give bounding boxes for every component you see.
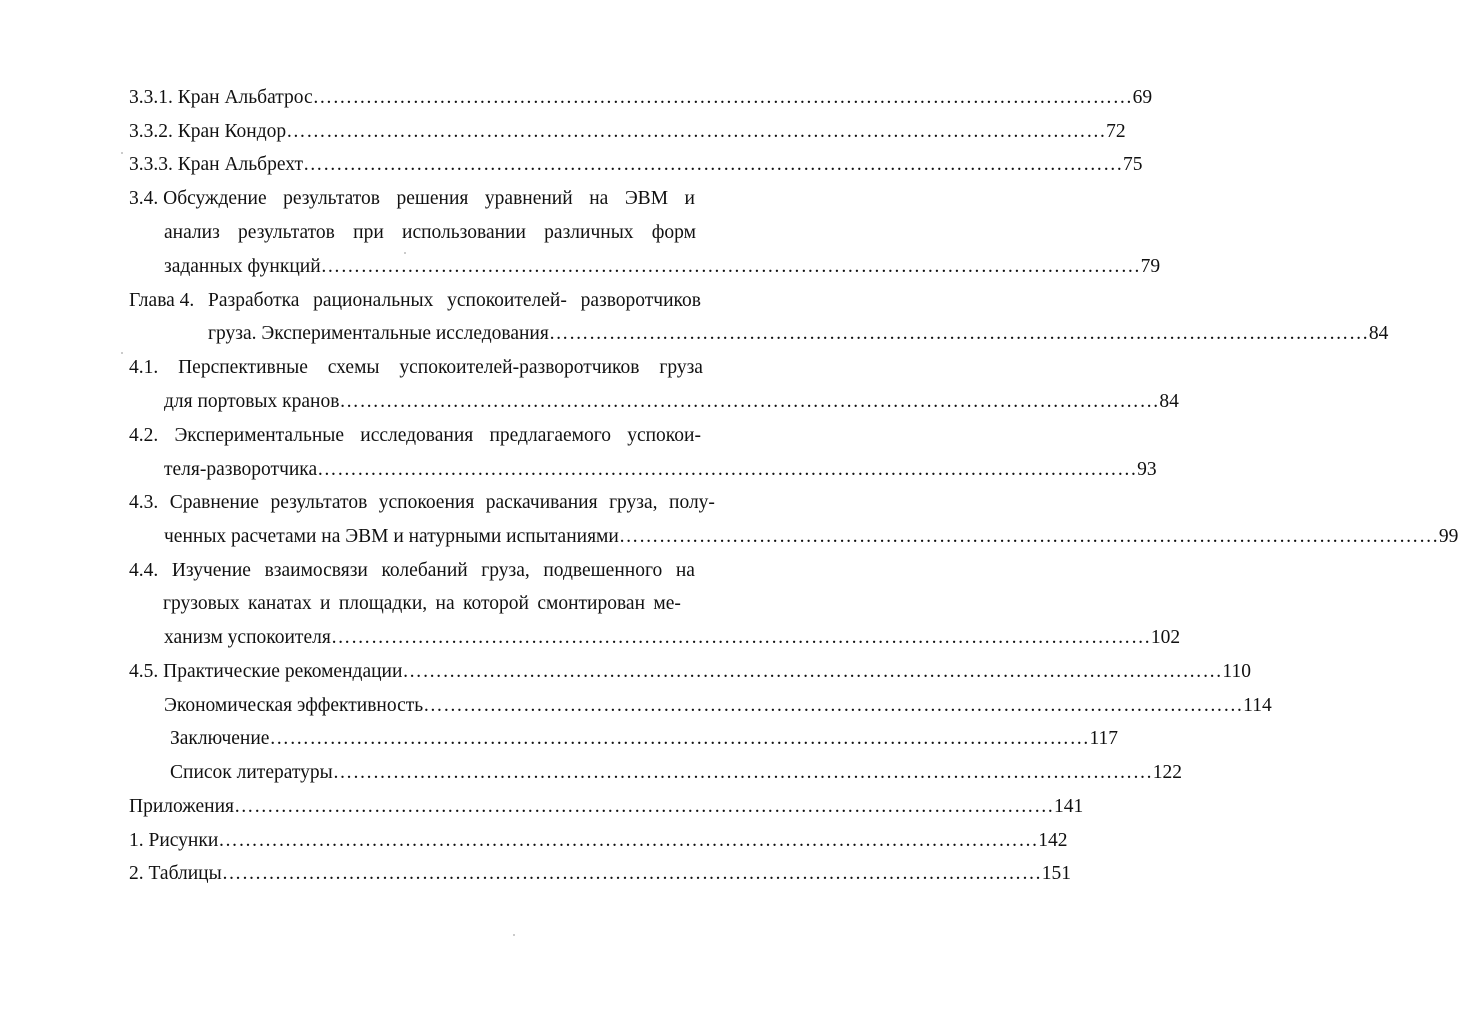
word: колебаний	[381, 560, 468, 581]
word: решения	[396, 188, 469, 209]
toc-entry-title: 2. Таблицы	[129, 863, 222, 884]
dot-leader: ……………………………………………………………………………………………………………	[402, 661, 1223, 682]
toc-entry-page: 122	[1152, 762, 1182, 783]
toc-entry-title: груза. Экспериментальные исследования	[208, 323, 549, 344]
dot-leader: ……………………………………………………………………………………………………………	[320, 256, 1141, 277]
word: успокоителей-	[447, 290, 567, 311]
toc-entry-title: Список литературы	[170, 762, 333, 783]
toc-entry-line	[163, 591, 681, 617]
toc-entry	[129, 85, 1153, 111]
toc-entry	[129, 828, 1068, 854]
word: результатов	[270, 492, 368, 513]
toc-entry	[164, 389, 1179, 415]
toc-entry-title: ханизм успокоителя	[164, 627, 331, 648]
toc-entry-title: 1. Рисунки	[129, 830, 219, 851]
word: на	[675, 560, 695, 581]
toc-entry-page: 110	[1222, 661, 1251, 682]
dot-leader: ……………………………………………………………………………………………………………	[332, 762, 1153, 783]
word: Сравнение	[169, 492, 259, 513]
toc-entry	[164, 693, 1272, 719]
toc-entry-title: Экономическая эффективность	[164, 695, 424, 716]
toc-entry	[129, 152, 1143, 178]
word: 4.3.	[129, 492, 159, 513]
toc-entry-line	[129, 490, 715, 516]
toc-entry	[129, 659, 1251, 685]
word: подвешенного	[543, 560, 663, 581]
word: полу-	[669, 492, 715, 513]
word: ЭВМ	[624, 188, 669, 209]
dot-leader: ……………………………………………………………………………………………………………	[548, 323, 1369, 344]
toc-entry	[164, 625, 1181, 651]
toc-entry-title: 3.3.2. Кран Кондор	[129, 121, 287, 142]
toc-entry-page: 99	[1438, 526, 1458, 547]
dot-leader: ……………………………………………………………………………………………………………	[312, 87, 1133, 108]
toc-entry-line	[164, 220, 696, 246]
toc-entry-page: 151	[1041, 863, 1071, 884]
word: 4.1.	[129, 357, 159, 378]
word: 4.2.	[129, 425, 159, 446]
toc-entry-title: 4.5. Практические рекомендации	[129, 661, 403, 682]
toc-entry-page: 72	[1106, 121, 1126, 142]
toc-entry-line	[129, 423, 701, 449]
word: Разработка	[208, 290, 300, 311]
word: схемы	[327, 357, 380, 378]
dot-leader: ……………………………………………………………………………………………………………	[233, 796, 1054, 817]
dot-leader: ……………………………………………………………………………………………………………	[339, 391, 1160, 412]
word: канатах	[248, 593, 312, 614]
toc-entry-title: ченных расчетами на ЭВМ и натурными испытаниями	[164, 526, 619, 547]
word: при	[353, 222, 384, 243]
toc-entry-title: Заключение	[170, 728, 270, 749]
word: ме-	[653, 593, 681, 614]
toc-entry-line	[129, 558, 695, 584]
word: успокоения	[378, 492, 475, 513]
word: различных	[544, 222, 634, 243]
toc-entry	[164, 254, 1161, 280]
dot-leader: ……………………………………………………………………………………………………………	[317, 459, 1138, 480]
toc-entry-title: Приложения	[129, 796, 234, 817]
word: Перспективные	[178, 357, 308, 378]
toc-entry	[164, 457, 1157, 483]
dot-leader: ……………………………………………………………………………………………………………	[269, 728, 1090, 749]
word: груза,	[481, 560, 530, 581]
word: форм	[651, 222, 696, 243]
toc-entry-title: для портовых кранов	[164, 391, 340, 412]
toc-entry-page: 69	[1132, 87, 1153, 108]
word: результатов	[238, 222, 335, 243]
toc-entry-line	[129, 288, 701, 314]
word: на	[435, 593, 455, 614]
toc-entry	[129, 119, 1126, 145]
dot-leader: ……………………………………………………………………………………………………………	[221, 863, 1042, 884]
word: успокои-	[627, 425, 701, 446]
word: рациональных	[313, 290, 434, 311]
toc-entry-page: 84	[1159, 391, 1179, 412]
toc-entry	[170, 760, 1182, 786]
toc-entry-page: 114	[1243, 695, 1272, 716]
word: Изучение	[171, 560, 251, 581]
word: взаимосвязи	[264, 560, 368, 581]
word: Экспериментальные	[174, 425, 345, 446]
word: успокоителей-разворотчиков	[399, 357, 640, 378]
word: Глава 4.	[129, 290, 195, 311]
scan-speck	[513, 934, 515, 936]
toc-entry-page: 142	[1038, 830, 1068, 851]
toc-entry-page: 75	[1123, 154, 1143, 175]
word: уравнений	[484, 188, 573, 209]
word: предлагаемого	[489, 425, 612, 446]
scan-speck	[121, 352, 123, 354]
toc-entry	[164, 524, 1458, 550]
dot-leader: ……………………………………………………………………………………………………………	[330, 627, 1151, 648]
word: результатов	[283, 188, 380, 209]
word: исследования	[360, 425, 474, 446]
dot-leader: ……………………………………………………………………………………………………………	[286, 121, 1107, 142]
toc-entry-page: 117	[1089, 728, 1118, 749]
word: грузовых	[163, 593, 240, 614]
word: разворотчиков	[580, 290, 701, 311]
word: и	[684, 188, 695, 209]
word: использовании	[402, 222, 526, 243]
word: анализ	[164, 222, 220, 243]
toc-entry	[129, 794, 1084, 820]
toc-entry-page: 141	[1053, 796, 1084, 817]
word: площадки,	[338, 593, 428, 614]
word: смонтирован	[537, 593, 646, 614]
dot-leader: ……………………………………………………………………………………………………………	[303, 154, 1124, 175]
toc-entry-page: 93	[1137, 459, 1157, 480]
word: груза	[659, 357, 703, 378]
toc-entry-page: 79	[1140, 256, 1161, 277]
toc-entry	[208, 321, 1389, 347]
word: которой	[463, 593, 529, 614]
toc-entry-page: 102	[1150, 627, 1181, 648]
scan-speck	[121, 152, 123, 154]
word: 3.4. Обсуждение	[129, 188, 267, 209]
toc-entry-line	[129, 186, 695, 212]
toc-entry	[170, 726, 1118, 752]
toc-entry-title: заданных функций	[164, 256, 321, 277]
dot-leader: ……………………………………………………………………………………………………………	[218, 830, 1039, 851]
toc-entry-title: 3.3.1. Кран Альбатрос	[129, 87, 313, 108]
word: раскачивания	[485, 492, 598, 513]
word: груза,	[609, 492, 658, 513]
dot-leader: ……………………………………………………………………………………………………………	[618, 526, 1439, 547]
dot-leader: ……………………………………………………………………………………………………………	[423, 695, 1244, 716]
toc-entry	[129, 861, 1071, 887]
word: 4.4.	[129, 560, 159, 581]
word: на	[589, 188, 609, 209]
word: и	[320, 593, 331, 614]
toc-entry-page: 84	[1368, 323, 1389, 344]
scan-speck	[404, 252, 406, 254]
toc-entry-line	[129, 355, 703, 381]
toc-entry-title: теля-разворотчика	[164, 459, 318, 480]
toc-entry-title: 3.3.3. Кран Альбрехт	[129, 154, 304, 175]
